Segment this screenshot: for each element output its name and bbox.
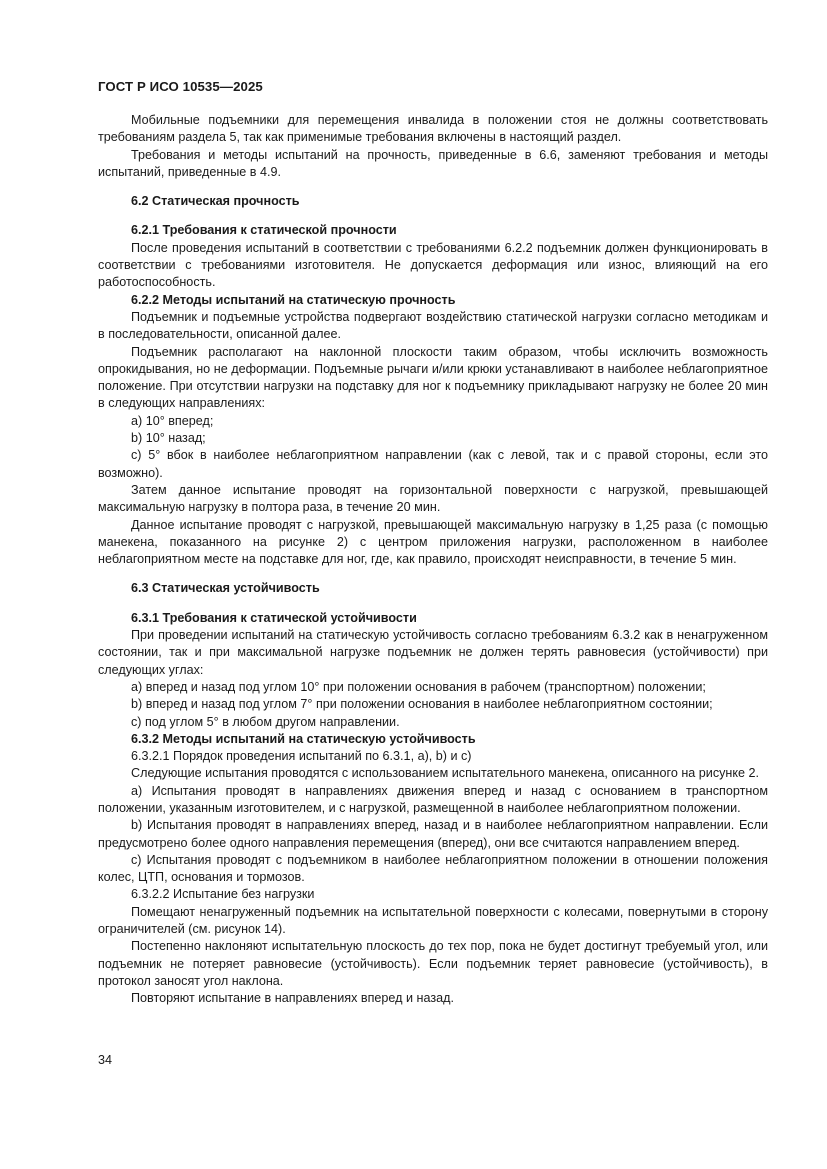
- spacer: [98, 598, 768, 610]
- list-item: а) 10° вперед;: [131, 413, 214, 428]
- list-item: b) вперед и назад под углом 7° при положении основания в наиболее неблагоприятном состоянии;: [131, 697, 713, 712]
- paragraph: Требования и методы испытаний на прочность, приведенные в 6.6, заменяют требования и методы испытаний, приведенные в 4.9.: [98, 147, 768, 179]
- paragraph: Следующие испытания проводятся с использованием испытательного манекена, описанного на рисунке 2.: [131, 766, 760, 781]
- paragraph: Постепенно наклоняют испытательную плоскость до тех пор, пока не будет достигнут требуемый угол, или подъемник не потеряет равновесие (устойчивость). Если подъемник теряет равновесие (устойчивость), в протокол заносят угол наклона.: [98, 939, 768, 988]
- paragraph: При проведении испытаний на статическую устойчивость согласно требованиям 6.3.2 как в ненагруженном состоянии, так и при максимальной нагрузке подъемник не должен терять равновесия (устойчивости) при следующих углах:: [98, 628, 768, 677]
- spacer: [98, 181, 768, 193]
- subsection-heading-6-2-2: 6.2.2 Методы испытаний на статическую прочность: [131, 292, 456, 307]
- spacer: [98, 568, 768, 580]
- paragraph: Повторяют испытание в направлениях вперед и назад.: [131, 991, 454, 1006]
- list-item: b) Испытания проводят в направлениях вперед, назад и в наиболее неблагоприятном направлении. Если предусмотрено более одного направления перемещения (вперед), они все считаются направлением вперед.: [98, 818, 768, 850]
- document-body: [98, 112, 768, 1008]
- section-heading-6-3: 6.3 Статическая устойчивость: [131, 581, 320, 596]
- paragraph: Подъемник и подъемные устройства подвергают воздействию статической нагрузки согласно методикам и в последовательности, описанной далее.: [98, 309, 768, 342]
- spacer: [98, 210, 768, 222]
- clause-heading-6-3-2-1: 6.3.2.1 Порядок проведения испытаний по 6.3.1, а), b) и c): [131, 749, 472, 764]
- subsection-heading-6-3-2: 6.3.2 Методы испытаний на статическую устойчивость: [131, 731, 476, 746]
- section-heading-6-2: 6.2 Статическая прочность: [131, 194, 300, 209]
- paragraph: Мобильные подъемники для перемещения инвалида в положении стоя не должны соответствовать требованиям раздела 5, так как применимые требования включены в настоящий раздел.: [98, 113, 768, 145]
- subsection-heading-6-3-1: 6.3.1 Требования к статической устойчивости: [131, 610, 417, 625]
- page-number: 34: [98, 1053, 113, 1067]
- clause-heading-6-3-2-2: 6.3.2.2 Испытание без нагрузки: [131, 887, 315, 902]
- list-item: c) Испытания проводят с подъемником в наиболее неблагоприятном положении в отношении положения колес, ЦТП, основания и тормозов.: [98, 852, 768, 885]
- list-item: а) вперед и назад под углом 10° при положении основания в рабочем (транспортном) положении;: [131, 679, 706, 694]
- paragraph: После проведения испытаний в соответствии с требованиями 6.2.2 подъемник должен функционировать в соответствии с требованиями изготовителя. Не допускается деформация или износ, влияющий на его работоспособность.: [98, 240, 768, 290]
- list-item: а) Испытания проводят в направлениях движения вперед и назад с основанием в транспортном положении, указанным изготовителем, и с нагрузкой, размещенной в наиболее неблагоприятном положении.: [98, 783, 768, 815]
- paragraph: Данное испытание проводят с нагрузкой, превышающей максимальную нагрузку в 1,25 раза (с помощью манекена, показанного на рисунке 2) с центром приложения нагрузки, расположенном в наиболее неблагоприятном месте на подставке для ног, где, как правило, происходят неисправности, в течение 5 мин.: [98, 517, 768, 567]
- list-item: c) под углом 5° в любом другом направлении.: [131, 714, 400, 729]
- subsection-heading-6-2-1: 6.2.1 Требования к статической прочности: [131, 223, 397, 238]
- document-header: ГОСТ Р ИСО 10535—2025: [98, 79, 263, 94]
- paragraph: Подъемник располагают на наклонной плоскости таким образом, чтобы исключить возможность опрокидывания, но не деформации. Подъемные рычаги и/или крюки устанавливают в наиболее неблагоприятное положение. При отсутствии нагрузки на подставку для ног к подъемнику прикладывают нагрузку не более 20 мин в следующих направлениях:: [98, 344, 768, 411]
- list-item: b) 10° назад;: [131, 431, 206, 446]
- list-item: c) 5° вбок в наиболее неблагоприятном направлении (как с левой, так и с правой стороны, если это возможно).: [98, 448, 768, 480]
- paragraph: Затем данное испытание проводят на горизонтальной поверхности с нагрузкой, превышающей максимальную нагрузку в полтора раза, в течение 20 мин.: [98, 482, 768, 515]
- paragraph: Помещают ненагруженный подъемник на испытательной поверхности с колесами, повернутыми в сторону ограничителей (см. рисунок 14).: [98, 904, 768, 937]
